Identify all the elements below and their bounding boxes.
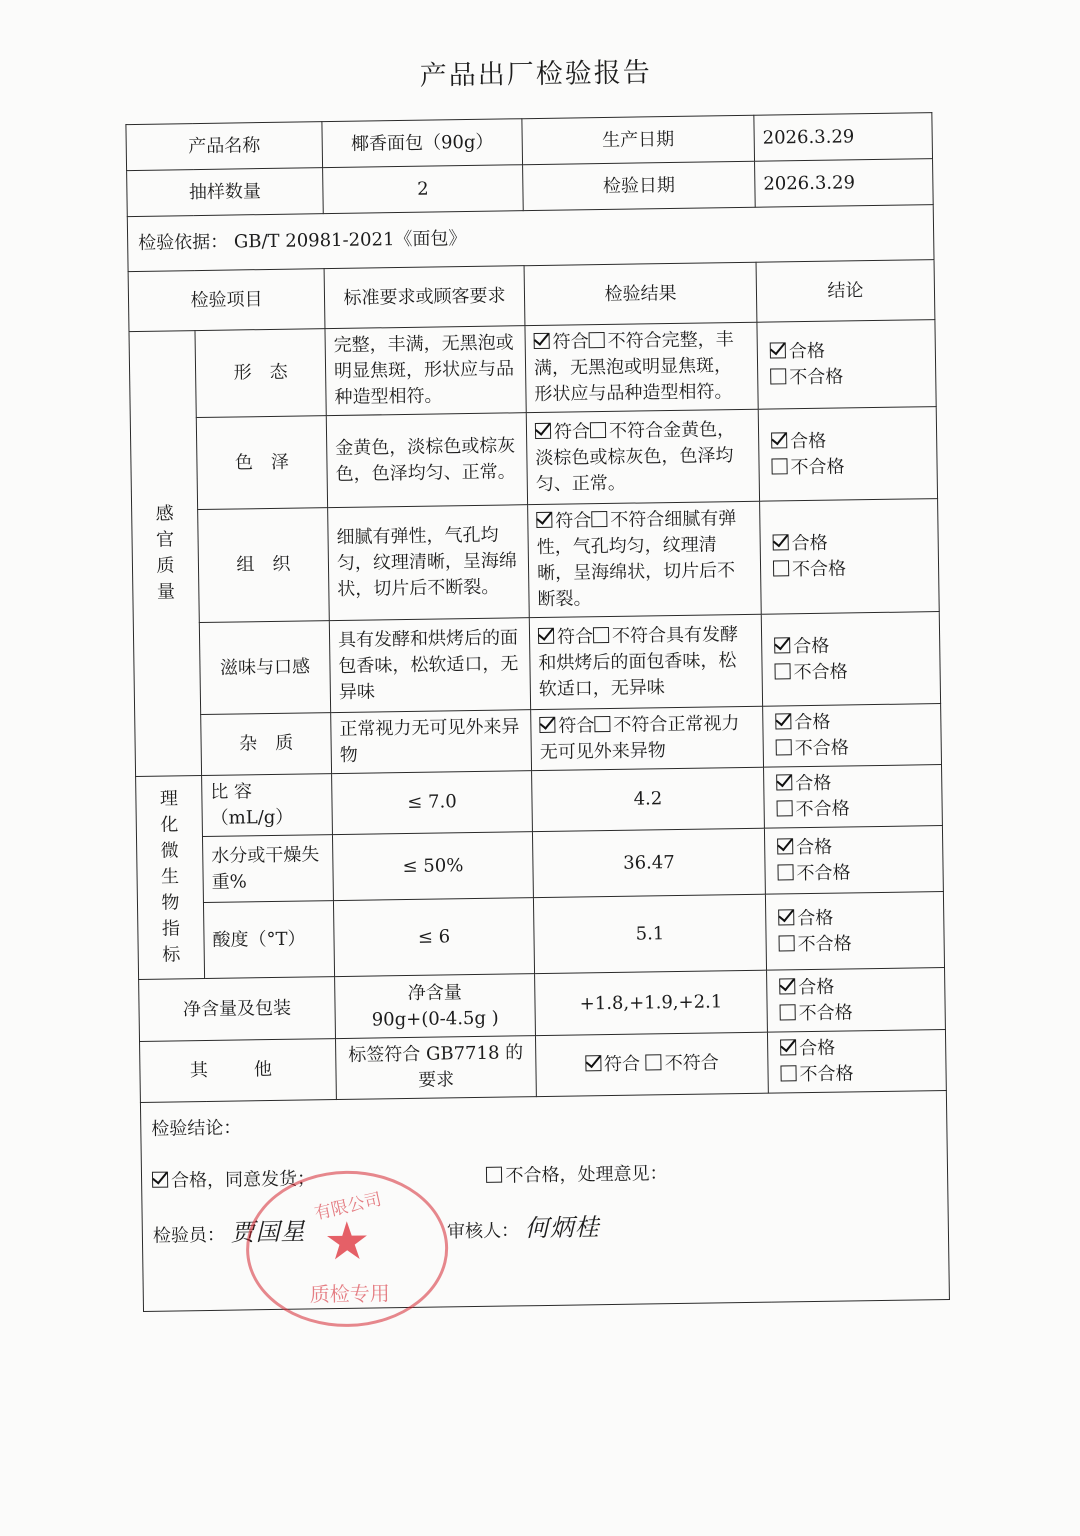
physchem-standard: ≤ 7.0 xyxy=(332,771,533,835)
product-name-label: 产品名称 xyxy=(126,122,323,171)
conclusion-pass: 合格 xyxy=(774,632,931,660)
sensory-standard: 正常视力无可见外来异物 xyxy=(331,710,532,774)
checkbox-checked-icon xyxy=(536,512,552,528)
report-title: 产品出厂检验报告 xyxy=(419,57,652,92)
net-content-standard xyxy=(335,974,536,1039)
checkbox-empty-icon xyxy=(773,560,789,576)
sensory-item-name: 组 织 xyxy=(198,508,330,623)
checkbox-checked-icon xyxy=(538,627,554,643)
checkbox-checked-icon xyxy=(539,717,555,733)
checkbox-empty-icon xyxy=(780,1065,796,1081)
checkbox-checked-icon xyxy=(771,432,787,448)
final-options xyxy=(152,1157,937,1195)
physchem-result: 36.47 xyxy=(532,828,765,897)
col-result: 检验结果 xyxy=(524,262,757,325)
sensory-row xyxy=(130,407,937,511)
conclusion-cell xyxy=(765,892,944,971)
net-content-result: +1.8,+1.9,+2.1 xyxy=(535,970,768,1035)
physchem-item-name: 水分或干燥失重% xyxy=(202,835,333,903)
conclusion-cell xyxy=(764,826,943,895)
physchem-group-label: 理 化 微 生 物 指 标 xyxy=(136,776,205,980)
conclusion-fail: 不合格 xyxy=(771,453,928,481)
checkbox-empty-icon xyxy=(776,739,792,755)
physchem-item-name: 比 容（mL/g） xyxy=(202,774,333,837)
checkbox-empty-icon xyxy=(589,332,605,348)
other-result-fail: 不符合 xyxy=(664,1052,719,1075)
sensory-standard: 细腻有弹性，气孔均匀，纹理清晰，呈海绵状，切片后不断裂。 xyxy=(328,505,530,621)
sensory-result: 符合 不符合具有发酵和烘烤后的面包香味，松软适口，无异味 xyxy=(529,614,762,709)
inspection-date-value: 2026.3.29 xyxy=(755,159,934,208)
sensory-standard: 具有发酵和烘烤后的面包香味，松软适口，无异味 xyxy=(329,618,530,713)
final-label: 检验结论： xyxy=(151,1117,242,1140)
conclusion-fail: 不合格 xyxy=(779,999,936,1027)
other-name: 其 他 xyxy=(140,1039,337,1103)
conclusion-pass: 合格 xyxy=(777,833,934,861)
stamp-bottom-text: 质检专用 xyxy=(309,1281,390,1307)
checkbox-checked-icon xyxy=(770,342,786,358)
sensory-item-name: 滋味与口感 xyxy=(199,621,330,715)
sample-qty-label: 抽样数量 xyxy=(127,168,324,217)
col-item: 检验项目 xyxy=(128,269,325,332)
checkbox-empty-icon xyxy=(780,1004,796,1020)
physchem-item-name: 酸度（°T） xyxy=(203,901,334,979)
checkbox-empty-icon xyxy=(777,864,793,880)
sensory-result: 符合 不符合完整，丰满，无黑泡或明显焦斑，形状应与品种造型相符。 xyxy=(525,322,758,412)
net-content-standard-line1: 净含量 xyxy=(407,981,462,1004)
reviewer-label: 审核人： xyxy=(446,1220,520,1243)
conclusion-pass: 合格 xyxy=(778,904,935,932)
other-result-pass: 符合 xyxy=(603,1053,641,1076)
conclusion-pass: 合格 xyxy=(770,337,927,365)
physchem-section xyxy=(136,765,945,980)
conclusion-cell xyxy=(758,407,937,502)
sensory-item-name: 杂 质 xyxy=(201,713,332,776)
checkbox-checked-icon xyxy=(776,774,792,790)
sensory-result: 符合 不符合细腻有弹性，气孔均匀，纹理清晰，呈海绵状，切片后不断裂。 xyxy=(528,501,762,617)
conclusion-fail: 不合格 xyxy=(778,930,935,958)
production-date-value: 2026.3.29 xyxy=(754,113,933,162)
net-content-standard-line2: 90g+(0-4.5g ) xyxy=(371,1007,499,1031)
physchem-result: 5.1 xyxy=(533,894,766,973)
physchem-standard: ≤ 50% xyxy=(332,832,533,901)
conclusion-pass: 合格 xyxy=(776,769,933,797)
checkbox-empty-icon xyxy=(771,458,787,474)
checkbox-checked-icon xyxy=(534,333,550,349)
conclusion-cell xyxy=(761,612,940,707)
inspector-label: 检验员： xyxy=(152,1224,226,1247)
net-content-name: 净含量及包装 xyxy=(139,977,336,1042)
stamp-top-text: 有限公司 xyxy=(312,1189,384,1225)
checkbox-empty-icon xyxy=(486,1167,502,1183)
basis-value: GB/T 20981-2021《面包》 xyxy=(233,228,467,253)
other-conclusion xyxy=(767,1030,946,1094)
checkbox-checked-icon xyxy=(775,713,791,729)
production-date-label: 生产日期 xyxy=(522,115,755,164)
checkbox-empty-icon xyxy=(646,1054,662,1070)
final-pass-text: 合格，同意发货； xyxy=(170,1168,316,1192)
conclusion-fail: 不合格 xyxy=(774,658,931,686)
inspector-signature: 贾国星 xyxy=(230,1217,306,1247)
star-icon: ★ xyxy=(323,1211,371,1273)
checkbox-empty-icon xyxy=(770,368,786,384)
sensory-standard: 金黄色，淡棕色或棕灰色，色泽均匀、正常。 xyxy=(326,413,527,508)
conclusion-cell xyxy=(760,499,940,615)
physchem-standard: ≤ 6 xyxy=(333,898,534,977)
conclusion-fail: 不合格 xyxy=(780,1060,937,1088)
conclusion-fail: 不合格 xyxy=(776,795,933,823)
checkbox-checked-icon xyxy=(152,1172,168,1188)
sensory-row xyxy=(129,320,936,419)
other-result xyxy=(535,1032,768,1096)
checkbox-checked-icon xyxy=(779,978,795,994)
sensory-standard: 完整，丰满，无黑泡或明显焦斑，形状应与品种造型相符。 xyxy=(325,326,526,416)
col-standard: 标准要求或顾客要求 xyxy=(324,266,525,329)
conclusion-fail: 不合格 xyxy=(776,734,933,762)
checkbox-empty-icon xyxy=(593,626,609,642)
checkbox-empty-icon xyxy=(594,716,610,732)
inspection-date-label: 检验日期 xyxy=(523,161,756,210)
conclusion-pass: 合格 xyxy=(780,1034,937,1062)
net-content-conclusion xyxy=(767,968,946,1033)
inspection-table xyxy=(125,112,950,1312)
sensory-result: 符合 不符合金黄色，淡棕色或棕灰色，色泽均匀、正常。 xyxy=(526,409,759,504)
reviewer-signature: 何炳桂 xyxy=(524,1213,600,1243)
physchem-row xyxy=(137,892,944,980)
product-name-value: 椰香面包（90g） xyxy=(322,119,523,168)
checkbox-checked-icon xyxy=(777,838,793,854)
conclusion-fail: 不合格 xyxy=(770,363,927,391)
conclusion-pass: 合格 xyxy=(779,973,936,1001)
sensory-row xyxy=(133,612,940,716)
conclusion-pass: 合格 xyxy=(771,427,928,455)
col-conclusion: 结论 xyxy=(756,260,935,323)
conclusion-fail: 不合格 xyxy=(777,859,934,887)
checkbox-checked-icon xyxy=(585,1055,601,1071)
physchem-row xyxy=(136,826,943,904)
checkbox-empty-icon xyxy=(774,663,790,679)
sensory-section xyxy=(129,320,942,777)
conclusion-pass: 合格 xyxy=(775,708,932,736)
sensory-result: 符合 不符合正常视力无可见外来异物 xyxy=(531,706,764,770)
checkbox-empty-icon xyxy=(590,421,606,437)
checkbox-checked-icon xyxy=(774,637,790,653)
sensory-item-name: 色 泽 xyxy=(196,416,327,510)
conclusion-cell xyxy=(757,320,936,410)
sensory-row xyxy=(132,499,940,624)
physchem-result: 4.2 xyxy=(532,767,765,831)
checkbox-empty-icon xyxy=(779,935,795,951)
checkbox-checked-icon xyxy=(778,909,794,925)
basis-label: 检验依据： xyxy=(138,231,229,254)
checkbox-empty-icon xyxy=(591,511,607,527)
conclusion-cell xyxy=(764,765,943,829)
sensory-item-name: 形 态 xyxy=(195,329,326,418)
other-standard: 标签符合 GB7718 的要求 xyxy=(336,1036,537,1100)
checkbox-checked-icon xyxy=(535,422,551,438)
checkbox-checked-icon xyxy=(773,534,789,550)
sensory-group-label: 感 官 质 量 xyxy=(129,331,202,777)
checkbox-empty-icon xyxy=(777,800,793,816)
conclusion-fail: 不合格 xyxy=(773,555,930,583)
conclusion-cell xyxy=(763,704,942,768)
final-fail-text: 不合格，处理意见： xyxy=(505,1163,668,1187)
conclusion-pass: 合格 xyxy=(773,529,930,557)
checkbox-checked-icon xyxy=(780,1039,796,1055)
sample-qty-value: 2 xyxy=(323,165,524,214)
